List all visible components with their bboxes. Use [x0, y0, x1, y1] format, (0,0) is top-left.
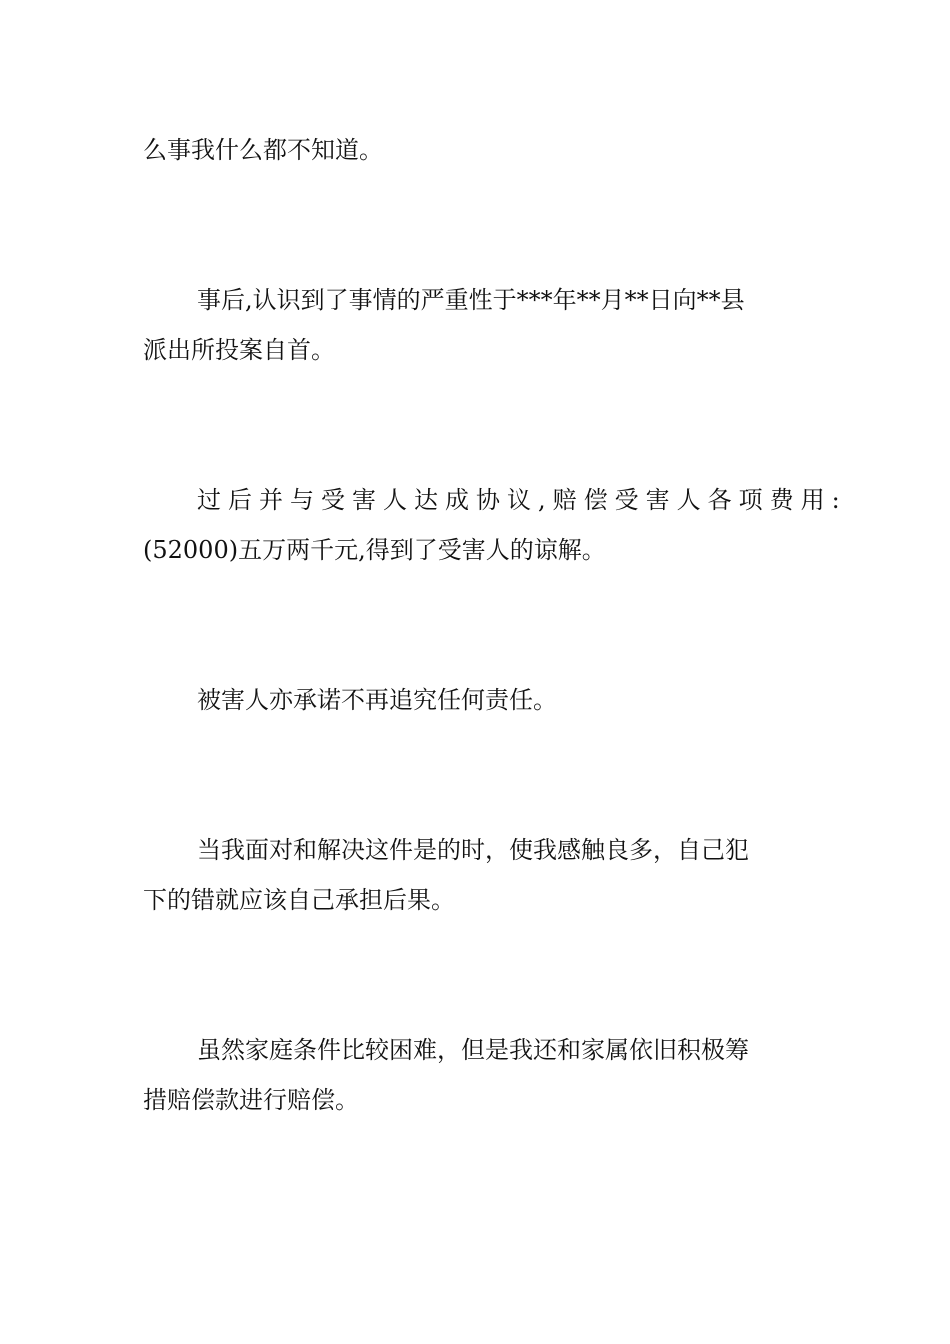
text-line: 下的错就应该自己承担后果。	[143, 886, 455, 914]
paragraph-4	[143, 675, 808, 725]
text-line: 当我面对和解决这件是的时，使我感触良多，自己犯	[197, 836, 749, 864]
text-line: 事后,认识到了事情的严重性于***年**月**日向**县	[197, 286, 745, 314]
text-line: 措赔偿款进行赔偿。	[143, 1086, 359, 1114]
paragraph-5	[143, 825, 808, 925]
paragraph-3	[143, 475, 847, 575]
text-line: 虽然家庭条件比较困难，但是我还和家属依旧积极筹	[197, 1036, 749, 1064]
text-line: 被害人亦承诺不再追究任何责任。	[197, 686, 557, 714]
paragraph-1	[143, 125, 808, 175]
text-line: 派出所投案自首。	[143, 336, 335, 364]
paragraph-2	[143, 275, 808, 375]
text-line: (52000)五万两千元,得到了受害人的谅解。	[143, 536, 606, 564]
text-line: 么事我什么都不知道。	[143, 136, 383, 164]
paragraph-6	[143, 1025, 808, 1125]
text-line: 过后并与受害人达成协议,赔偿受害人各项费用:	[197, 486, 847, 514]
